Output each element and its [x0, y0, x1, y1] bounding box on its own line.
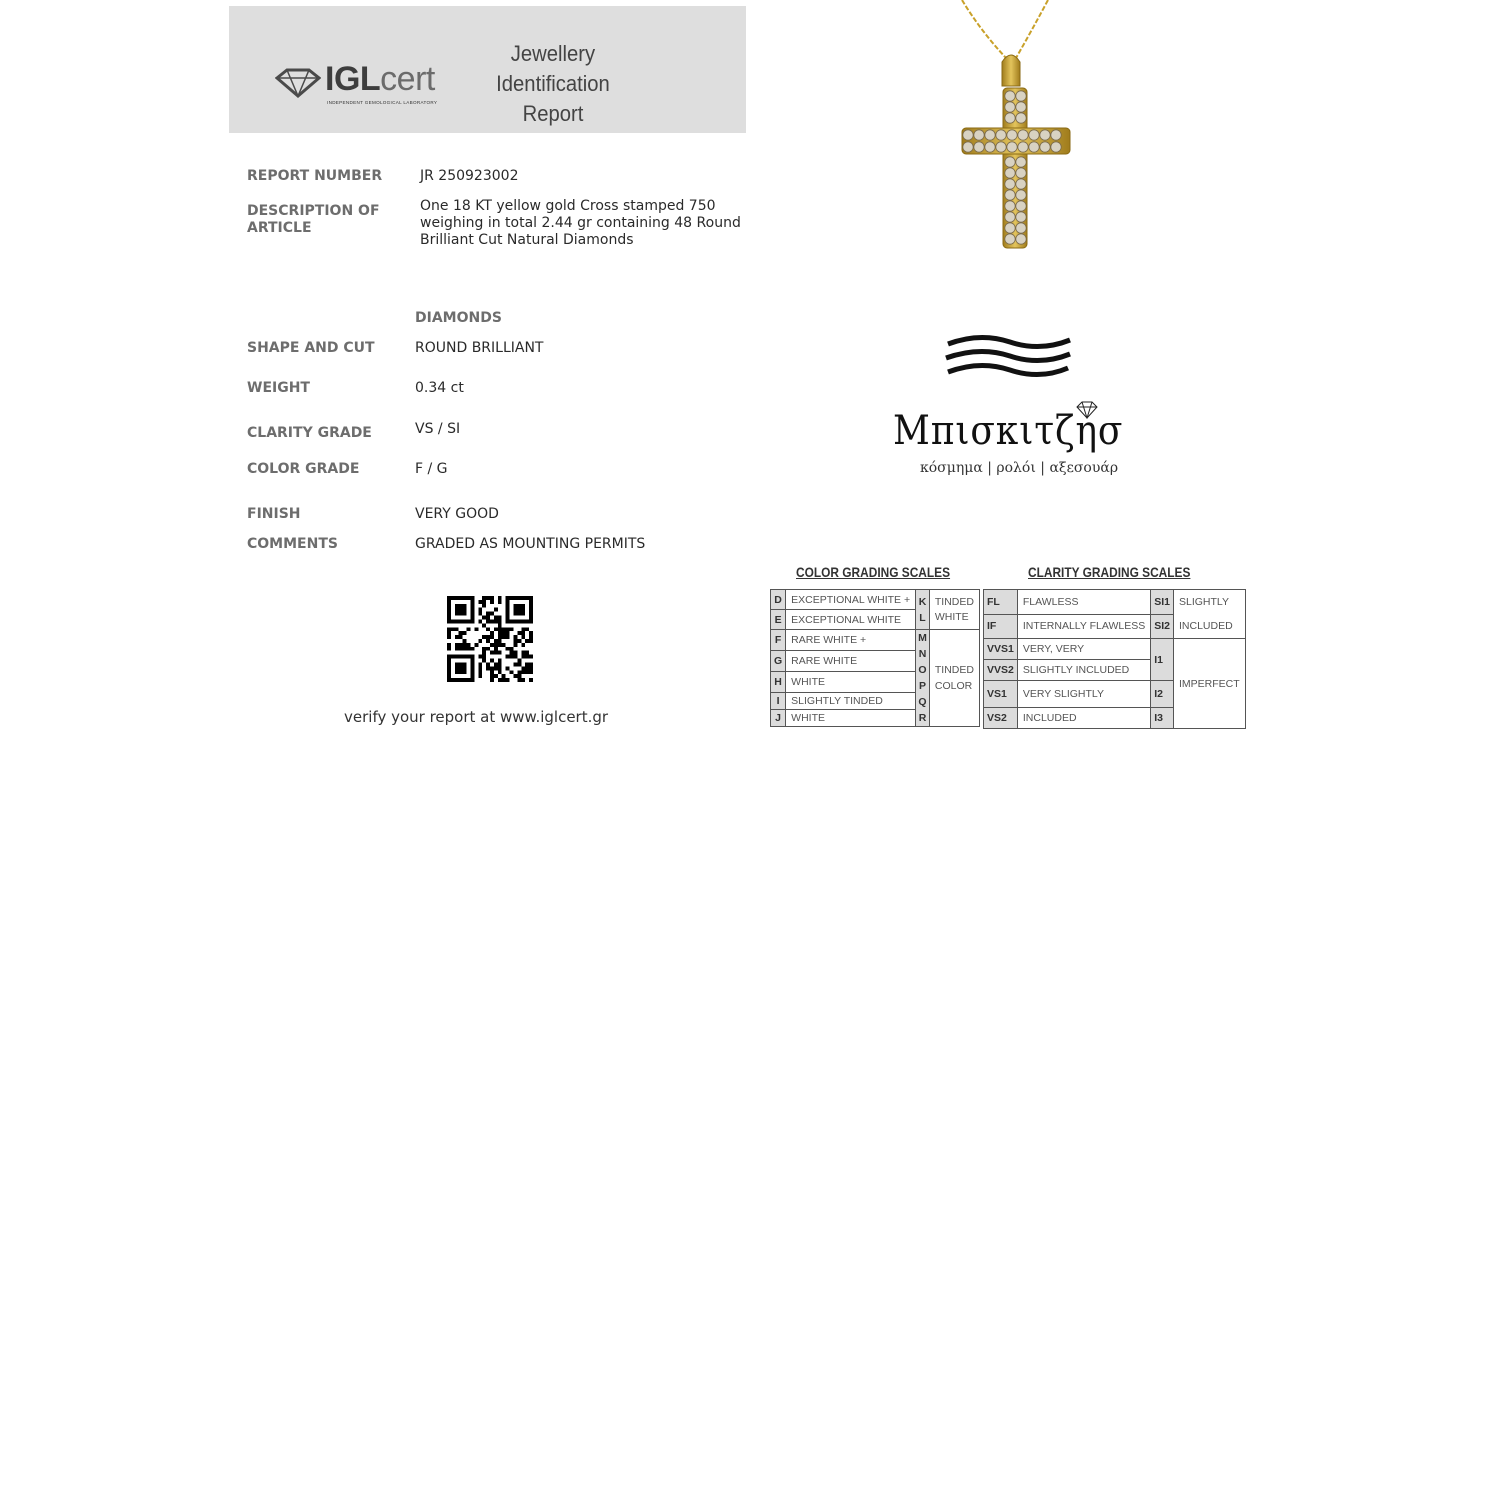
- color-label: COLOR GRADE: [247, 461, 360, 477]
- color-code-p: P: [918, 680, 926, 692]
- color-group2-desc: [929, 630, 979, 727]
- description-line1: One 18 KT yellow gold Cross stamped 750: [420, 198, 716, 214]
- clarity-label: CLARITY GRADE: [247, 425, 372, 441]
- description-line3: Brilliant Cut Natural Diamonds: [420, 232, 634, 248]
- brand-subtitle: κόσμημα | ρολόι | αξεσουάρ: [920, 460, 1119, 476]
- description-label-line1: DESCRIPTION OF: [247, 203, 380, 219]
- color-group2-codes: [916, 630, 930, 727]
- clarity-si-desc: [1173, 590, 1245, 639]
- color-desc: SLIGHTLY TINDED: [786, 693, 916, 710]
- clarity-desc: FLAWLESS: [1017, 590, 1150, 615]
- clarity-code-si1: SI1: [1151, 590, 1174, 615]
- color-group1-desc: [929, 590, 979, 630]
- color-code-m: M: [918, 632, 927, 644]
- weight-label: WEIGHT: [247, 380, 310, 396]
- report-header: [229, 6, 746, 133]
- description-label-line2: ARTICLE: [247, 220, 312, 236]
- report-title-line3: Report: [522, 101, 584, 126]
- logo-brand-bold: IGL: [325, 60, 381, 98]
- color-code: J: [771, 710, 786, 727]
- clarity-grading-table: [983, 589, 1246, 729]
- brand-name: Μπισκιτζησ: [893, 408, 1124, 454]
- color-code: I: [771, 693, 786, 710]
- clarity-scale-title: CLARITY GRADING SCALES: [1028, 564, 1191, 580]
- color-code-l: L: [919, 611, 926, 624]
- color-group1-desc-line1: TINDED: [934, 595, 974, 608]
- finish-label: FINISH: [247, 506, 301, 522]
- color-desc: RARE WHITE: [786, 651, 916, 672]
- clarity-desc: VERY, VERY: [1017, 639, 1150, 660]
- color-group1-desc-line2: WHITE: [934, 610, 969, 623]
- weight-value: 0.34 ct: [415, 380, 464, 396]
- clarity-code: VS2: [984, 708, 1018, 729]
- clarity-desc: INTERNALLY FLAWLESS: [1017, 614, 1150, 639]
- report-title-line1: Jewellery: [510, 41, 596, 66]
- color-code-k: K: [918, 595, 927, 608]
- color-desc: WHITE: [786, 710, 916, 727]
- logo-tagline: INDEPENDENT GEMOLOGICAL LABORATORY: [327, 100, 438, 105]
- logo-brand-light: cert: [380, 60, 435, 98]
- color-code: E: [771, 610, 786, 630]
- qr-code[interactable]: [446, 596, 534, 682]
- clarity-code: IF: [984, 614, 1018, 639]
- color-group2-desc-line2: COLOR: [934, 680, 973, 692]
- color-group1-codes: [916, 590, 930, 630]
- clarity-code: VVS2: [984, 660, 1018, 681]
- comments-value: GRADED AS MOUNTING PERMITS: [415, 536, 646, 552]
- brand-waves-logo: [940, 334, 1075, 386]
- report-number-value: JR 250923002: [420, 168, 519, 184]
- clarity-desc: INCLUDED: [1017, 708, 1150, 729]
- clarity-code: VVS1: [984, 639, 1018, 660]
- clarity-code-i2: I2: [1151, 681, 1174, 708]
- verify-link[interactable]: verify your report at www.iglcert.gr: [344, 708, 609, 726]
- color-group2-desc-line1: TINDED: [934, 664, 974, 676]
- color-desc: EXCEPTIONAL WHITE: [786, 610, 916, 630]
- clarity-code: FL: [984, 590, 1018, 615]
- color-code: F: [771, 630, 786, 651]
- color-desc: RARE WHITE +: [786, 630, 916, 651]
- color-code: D: [771, 590, 786, 610]
- comments-label: COMMENTS: [247, 536, 338, 552]
- color-scale-title: COLOR GRADING SCALES: [796, 564, 951, 580]
- shape-label: SHAPE AND CUT: [247, 340, 375, 356]
- clarity-code: VS1: [984, 681, 1018, 708]
- color-code: H: [771, 672, 786, 693]
- color-grading-table: [770, 589, 980, 727]
- shape-value: ROUND BRILLIANT: [415, 340, 544, 356]
- clarity-code-si2: SI2: [1151, 614, 1174, 639]
- iglcert-logo: [275, 62, 455, 110]
- clarity-si-desc-line1: SLIGHTLY: [1178, 596, 1229, 608]
- color-value: F / G: [415, 461, 448, 477]
- color-desc: WHITE: [786, 672, 916, 693]
- color-desc: EXCEPTIONAL WHITE +: [786, 590, 916, 610]
- diamond-icon: [275, 68, 321, 98]
- logo-wordmark: [325, 62, 435, 96]
- report-title: [494, 39, 612, 129]
- clarity-i-desc: IMPERFECT: [1173, 639, 1245, 729]
- diamonds-heading: DIAMONDS: [415, 310, 502, 326]
- color-code-r: R: [918, 712, 927, 724]
- report-title-line2: Identification: [496, 71, 610, 96]
- color-code-q: Q: [918, 696, 927, 708]
- clarity-desc: SLIGHTLY INCLUDED: [1017, 660, 1150, 681]
- color-code-n: N: [918, 648, 927, 660]
- clarity-desc: VERY SLIGHTLY: [1017, 681, 1150, 708]
- description-line2: weighing in total 2.44 gr containing 48 Round: [420, 215, 741, 231]
- cross-pendant-photo: [940, 0, 1080, 255]
- color-code: G: [771, 651, 786, 672]
- color-code-o: O: [918, 664, 927, 676]
- clarity-code-i1: I1: [1151, 639, 1174, 681]
- report-number-label: REPORT NUMBER: [247, 168, 383, 184]
- clarity-si-desc-line2: INCLUDED: [1178, 620, 1233, 632]
- clarity-value: VS / SI: [415, 421, 461, 437]
- finish-value: VERY GOOD: [415, 506, 499, 522]
- clarity-code-i3: I3: [1151, 708, 1174, 729]
